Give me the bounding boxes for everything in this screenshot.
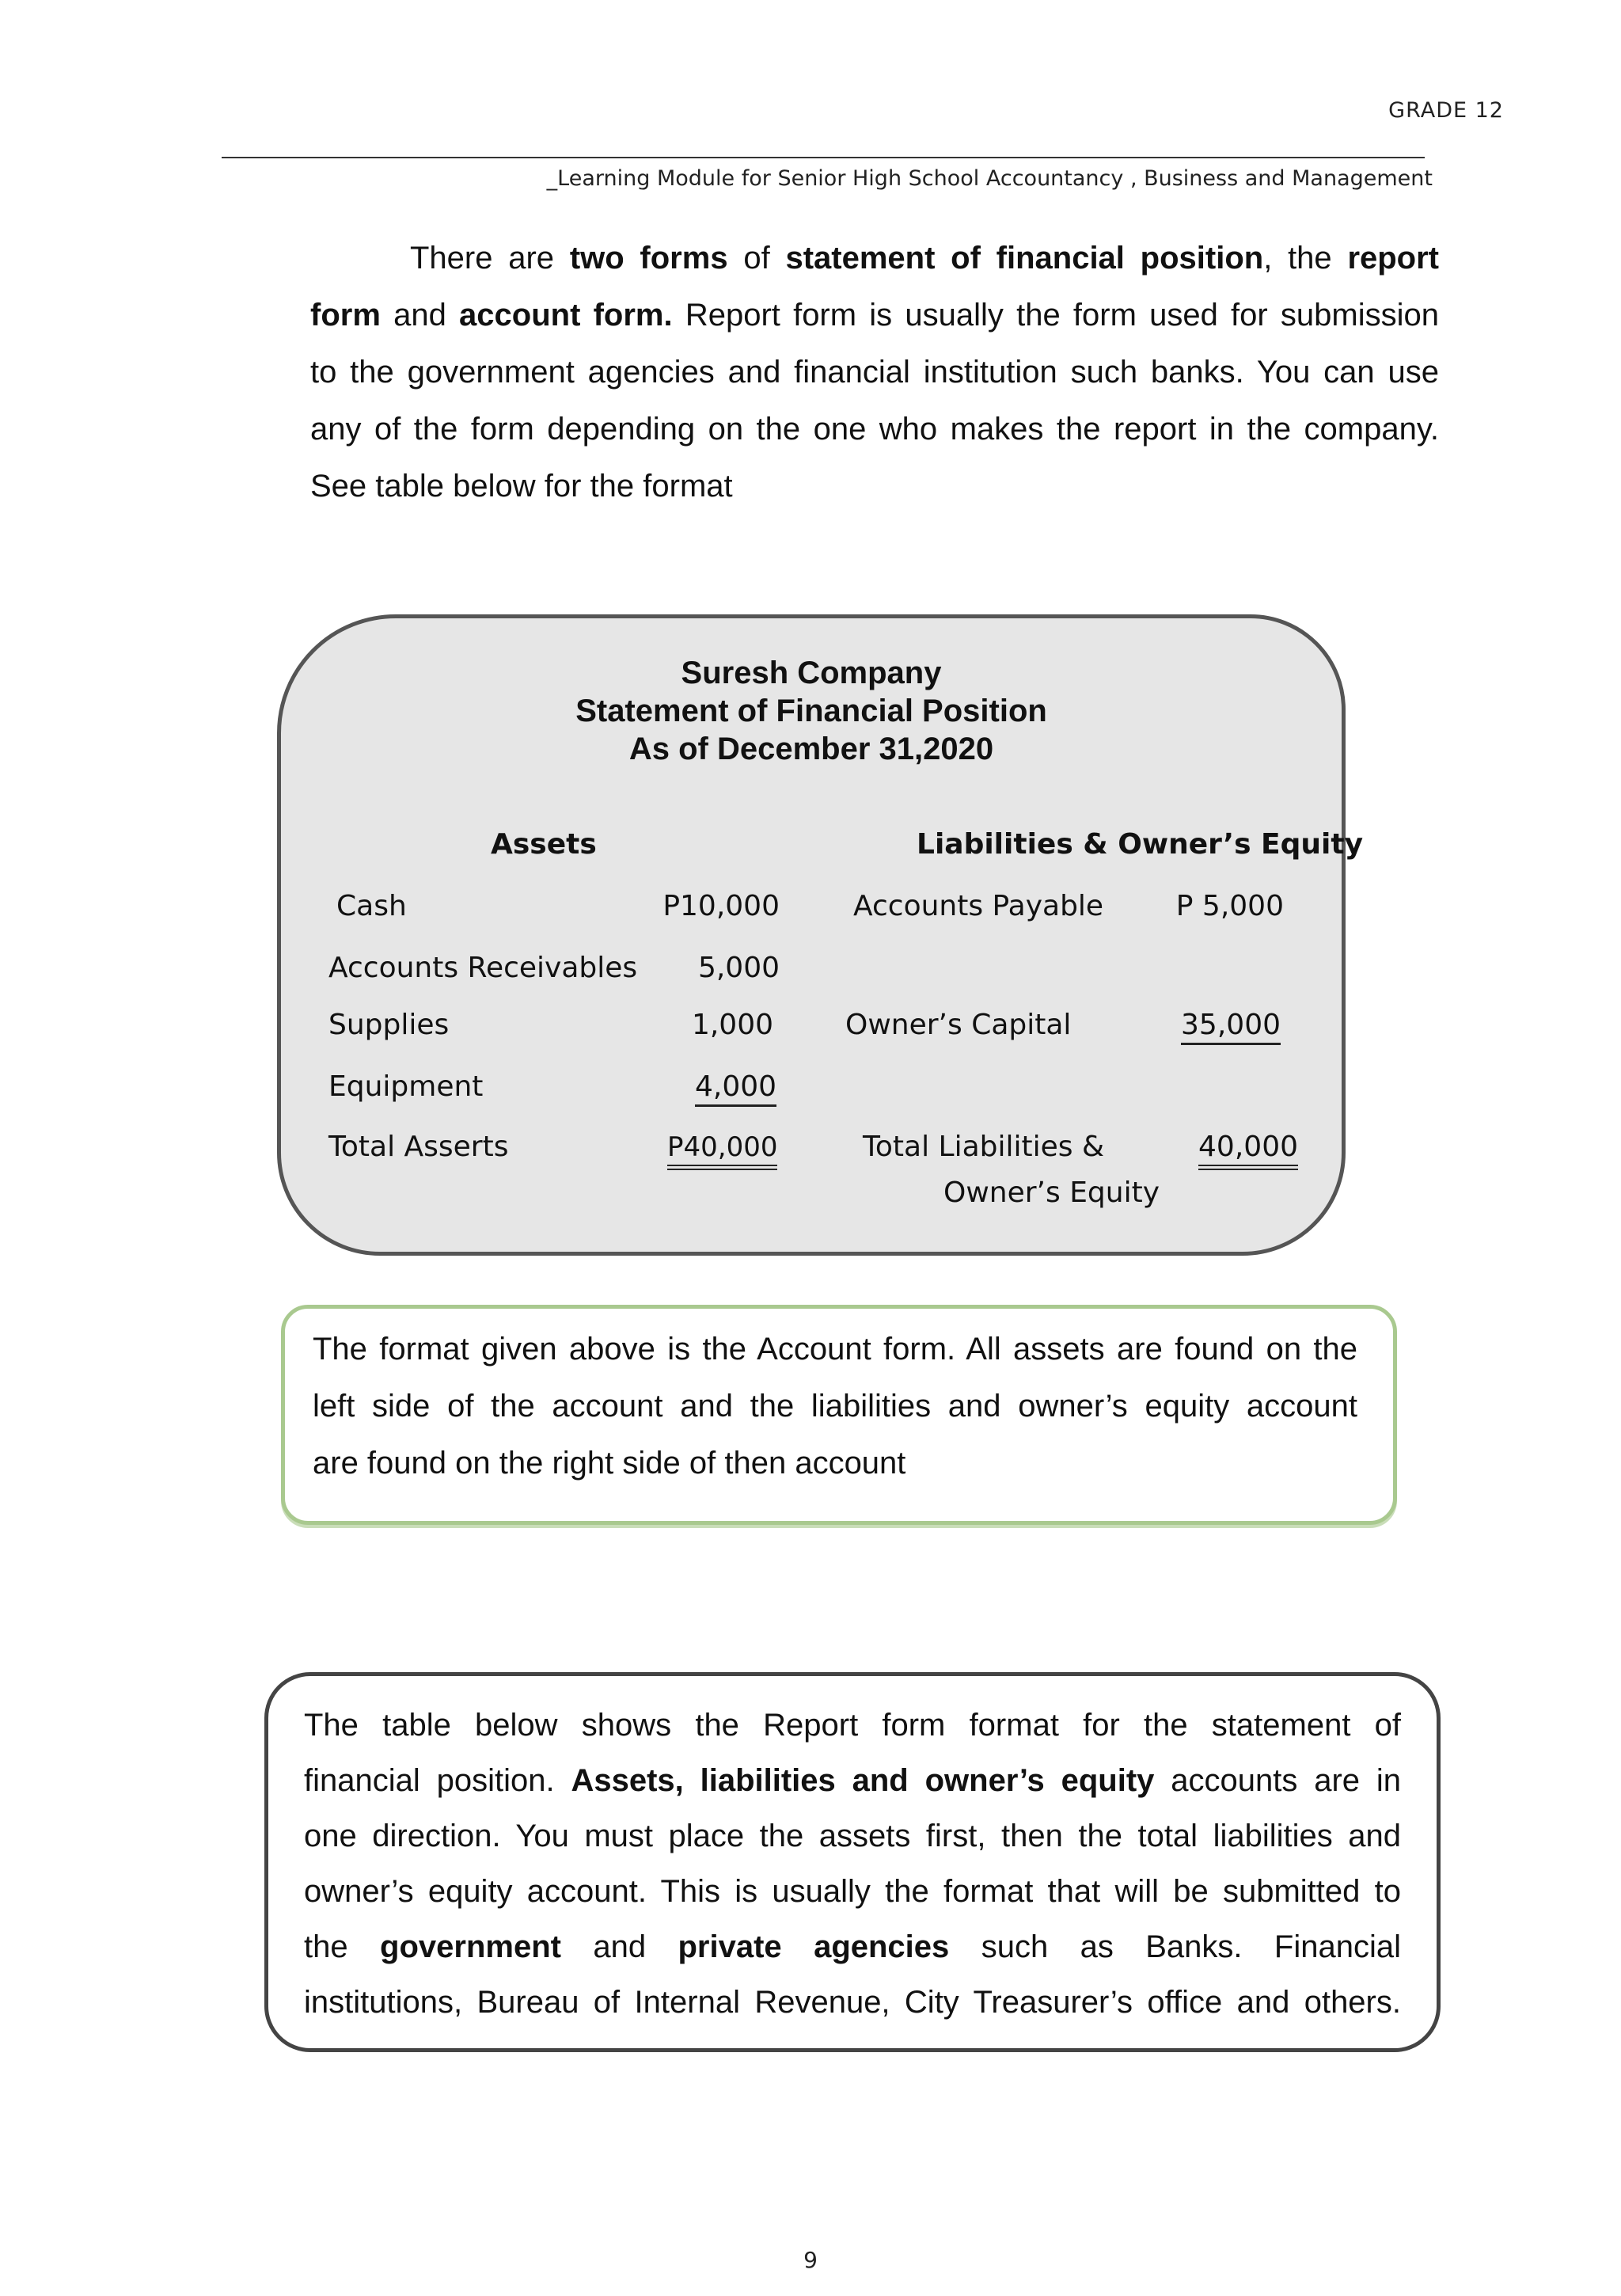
liability-label-payable: Accounts Payable bbox=[853, 890, 1104, 922]
asset-amount-cash: P10,000 bbox=[662, 890, 780, 922]
page-number: 9 bbox=[803, 2247, 818, 2273]
note-line-3: are found on the right side of then account bbox=[313, 1446, 906, 1481]
intro-line-5: See table below for the format bbox=[310, 469, 733, 504]
statement-title: Statement of Financial Position bbox=[575, 694, 1047, 728]
asset-amount-equipment: 4,000 bbox=[695, 1070, 776, 1107]
equity-amount-capital: 35,000 bbox=[1181, 1009, 1281, 1045]
statement-date: As of December 31,2020 bbox=[628, 732, 994, 766]
report-line-5: the government and private agencies such as Banks. Financial bbox=[304, 1929, 1402, 1964]
assets-header: Assets bbox=[491, 828, 597, 861]
total-liabilities-label-2: Owner’s Equity bbox=[943, 1177, 1160, 1209]
equity-label-capital: Owner’s Capital bbox=[845, 1009, 1072, 1041]
total-liabilities-amount: 40,000 bbox=[1198, 1131, 1298, 1170]
intro-line-2: form and account form. Report form is usually the form used for submission bbox=[310, 298, 1439, 333]
asset-label-supplies: Supplies bbox=[328, 1009, 450, 1041]
asset-label-equipment: Equipment bbox=[328, 1070, 484, 1103]
module-title: _Learning Module for Senior High School Accountancy , Business and Management bbox=[546, 166, 1433, 191]
intro-line-3: to the government agencies and financial institution such banks. You can use bbox=[310, 355, 1439, 390]
report-line-6: institutions, Bureau of Internal Revenue, City Treasurer’s office and others. bbox=[304, 1985, 1401, 2020]
asset-amount-supplies: 1,000 bbox=[691, 1009, 773, 1041]
note-line-2: left side of the account and the liabilities and owner’s equity account bbox=[313, 1389, 1357, 1424]
report-form-paragraph bbox=[304, 1697, 1401, 2030]
statement-heading bbox=[277, 654, 1346, 768]
report-line-1: The table below shows the Report form format for the statement of bbox=[304, 1708, 1401, 1743]
total-assets-label: Total Asserts bbox=[328, 1131, 509, 1163]
intro-line-4: any of the form depending on the one who makes the report in the company. bbox=[310, 412, 1439, 447]
report-line-4: owner’s equity account. This is usually the format that will be submitted to bbox=[304, 1874, 1401, 1909]
total-liabilities-label-1: Total Liabilities & bbox=[863, 1131, 1105, 1163]
asset-label-receivables: Accounts Receivables bbox=[328, 952, 638, 984]
intro-paragraph bbox=[310, 230, 1439, 515]
account-form-note bbox=[313, 1321, 1357, 1492]
liability-amount-payable: P 5,000 bbox=[1175, 890, 1284, 922]
company-name: Suresh Company bbox=[681, 656, 942, 690]
intro-line-1: There are two forms of statement of financial position, the report bbox=[410, 241, 1440, 276]
report-line-2: financial position. Assets, liabilities and owner’s equity accounts are in bbox=[304, 1763, 1402, 1798]
report-line-3: one direction. You must place the assets first, then the total liabilities and bbox=[304, 1819, 1401, 1853]
grade-label: GRADE 12 bbox=[1388, 98, 1504, 123]
header-rule bbox=[222, 157, 1425, 158]
total-assets-amount: P40,000 bbox=[667, 1131, 777, 1170]
asset-amount-receivables: 5,000 bbox=[697, 952, 780, 984]
asset-label-cash: Cash bbox=[336, 890, 407, 922]
liabilities-header: Liabilities & Owner’s Equity bbox=[917, 828, 1364, 861]
note-line-1: The format given above is the Account form. All assets are found on the bbox=[313, 1332, 1357, 1367]
